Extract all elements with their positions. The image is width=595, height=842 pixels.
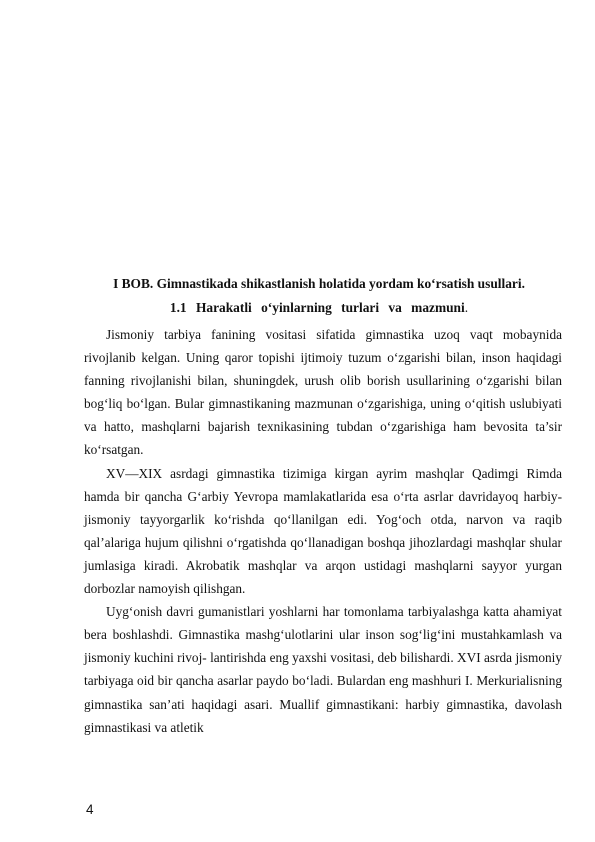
section-title	[60, 299, 578, 317]
section-title-suffix: .	[464, 300, 469, 315]
paragraph: Jismoniy tarbiya fanining vositasi sifatida gimnastika uzoq vaqt mobaynida rivojlanib kelgan. Uning qaror topishi ijtimoiy tuzum o‘zgarishi bilan, inson haqidagi fanning rivojlanishi bilan, shuningdek, urush olib borish usullarining o‘zgarishi bilan bog‘liq bo‘lgan. Bular gimnastikaning mazmunan o‘zgarishiga, uning o‘qitish uslubiyati va hatto, mashqlarni bajarish texnikasining tubdan o‘zgarishiga ham bevosita ta’sir ko‘rsatgan.	[84, 327, 562, 458]
chapter-title: I BOB. Gimnastikada shikastlanish holatida yordam ko‘rsatish usullari.	[113, 276, 525, 291]
paragraph: XV—XIX asrdagi gimnastika tizimiga kirgan ayrim mashqlar Qadimgi Rimda hamda bir qancha G‘arbiy Yevropa mamlakatlarida esa o‘rta asrlar davridayoq harbiy-jismoniy tayyorgarlik ko‘rishda qo‘llanilgan edi. Yog‘och otda, narvon va raqib qal’alariga hujum qilishni o‘rgatishda qo‘llanadigan boshqa jihozlardagi mashqlar shular jumlasiga kiradi. Akrobatik mashqlar va arqon ustidagi mashqlarni sayyor yurgan dorbozlar namoyish qilishgan.	[84, 465, 562, 597]
section-title-text: 1.1 Harakatli o‘yinlarning turlari va mazmuni	[169, 300, 465, 315]
paragraph: Uyg‘onish davri gumanistlari yoshlarni har tomonlama tarbiyalashga katta ahamiyat bera boshlashdi. Gimnastika mashg‘ulotlarini ular inson sog‘lig‘ini mustahkamlash va jismoniy kuchini rivoj- lantirishda eng yaxshi vositasi, deb bilishardi. XVI asrda jismoniy tarbiyaga oid bir qancha asarlar paydo bo‘ladi. Bulardan eng mashhuri I. Merkurialisning gimnastika san’ati haqidagi asari. Muallif gimnastikani: harbiy gimnastika, davolash gimnastikasi va atletik	[84, 604, 562, 735]
body-text	[84, 323, 562, 739]
page-number: 4	[86, 802, 94, 817]
